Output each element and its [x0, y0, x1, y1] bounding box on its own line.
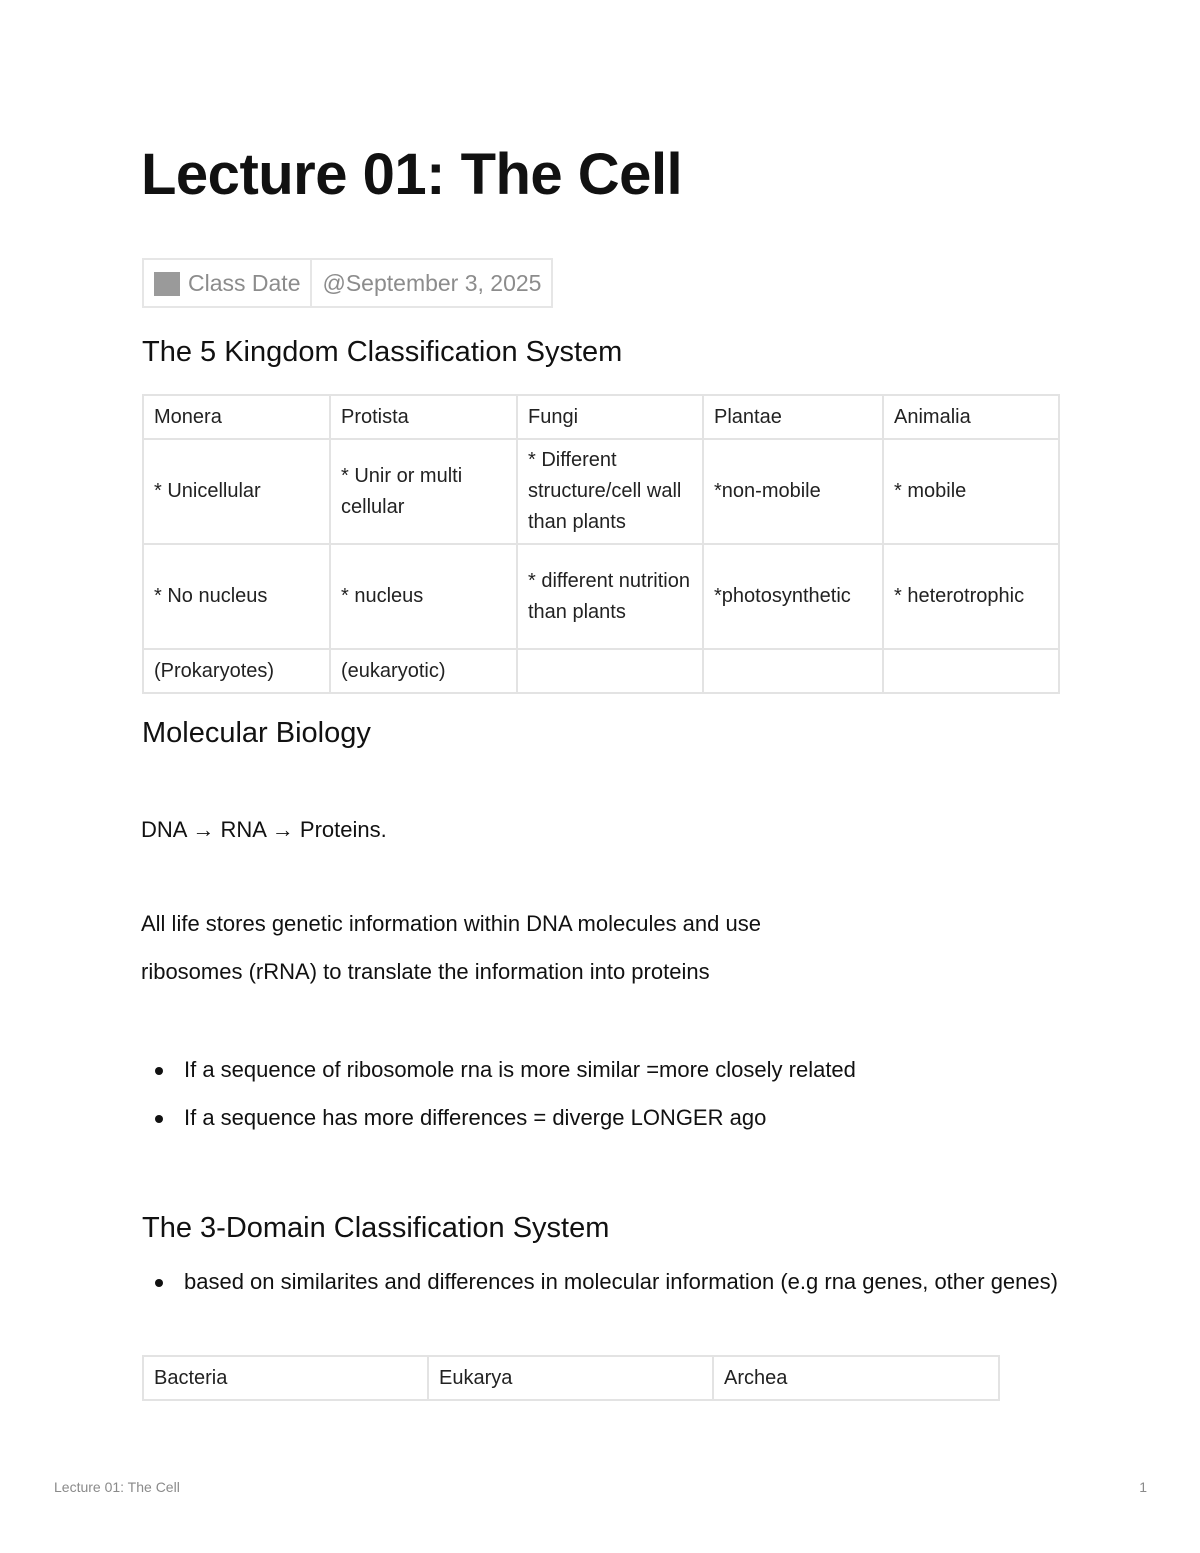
table-cell: * different nutrition than plants: [517, 544, 703, 649]
table-cell: (Prokaryotes): [143, 649, 330, 693]
table-cell: * Unir or multi cellular: [330, 439, 517, 544]
header-bacteria: Bacteria: [143, 1356, 428, 1400]
paragraph-line-2: ribosomes (rRNA) to translate the information into proteins: [141, 959, 710, 984]
table-cell: (eukaryotic): [330, 649, 517, 693]
table-cell: * No nucleus: [143, 544, 330, 649]
kingdom-header-row: [143, 395, 1059, 439]
table-cell: * nucleus: [330, 544, 517, 649]
table-row: [143, 544, 1059, 649]
molecular-bullet-list: [141, 1052, 1041, 1136]
property-row: [143, 259, 552, 307]
table-cell: [703, 649, 883, 693]
header-animalia: Animalia: [883, 395, 1059, 439]
page-number: 1: [1139, 1479, 1147, 1495]
list-item: based on similarites and differences in molecular information (e.g rna genes, other genes): [141, 1264, 1061, 1300]
table-cell: * heterotrophic: [883, 544, 1059, 649]
domain-table: [142, 1355, 1000, 1401]
paragraph-line-1: All life stores genetic information within DNA molecules and use: [141, 911, 761, 936]
header-fungi: Fungi: [517, 395, 703, 439]
kingdom-table: [142, 394, 1060, 694]
domain-header-row: [143, 1356, 999, 1400]
header-archea: Archea: [713, 1356, 999, 1400]
molecular-heading: Molecular Biology: [142, 717, 371, 749]
dna-flow-text: DNA → RNA → Proteins.: [141, 817, 387, 842]
list-item: If a sequence of ribosomole rna is more similar =more closely related: [141, 1052, 1041, 1088]
table-cell: * Unicellular: [143, 439, 330, 544]
table-row: [143, 439, 1059, 544]
property-label-cell: [143, 259, 311, 307]
footer-title: Lecture 01: The Cell: [54, 1479, 180, 1495]
domain-bullet-list: [141, 1264, 1061, 1300]
table-row: [143, 649, 1059, 693]
property-label: Class Date: [188, 269, 301, 296]
table-cell: [883, 649, 1059, 693]
page-title: Lecture 01: The Cell: [141, 142, 683, 207]
kingdom-heading: The 5 Kingdom Classification System: [142, 336, 623, 368]
properties-table: [142, 258, 553, 308]
table-cell: *non-mobile: [703, 439, 883, 544]
calendar-square-icon: [154, 272, 180, 296]
property-value[interactable]: @September 3, 2025: [311, 259, 552, 307]
table-cell: * mobile: [883, 439, 1059, 544]
domain-heading: The 3-Domain Classification System: [142, 1212, 610, 1244]
table-cell: *photosynthetic: [703, 544, 883, 649]
list-item: If a sequence has more differences = diverge LONGER ago: [141, 1100, 1041, 1136]
header-monera: Monera: [143, 395, 330, 439]
header-plantae: Plantae: [703, 395, 883, 439]
table-cell: * Different structure/cell wall than plants: [517, 439, 703, 544]
table-cell: [517, 649, 703, 693]
header-protista: Protista: [330, 395, 517, 439]
header-eukarya: Eukarya: [428, 1356, 713, 1400]
